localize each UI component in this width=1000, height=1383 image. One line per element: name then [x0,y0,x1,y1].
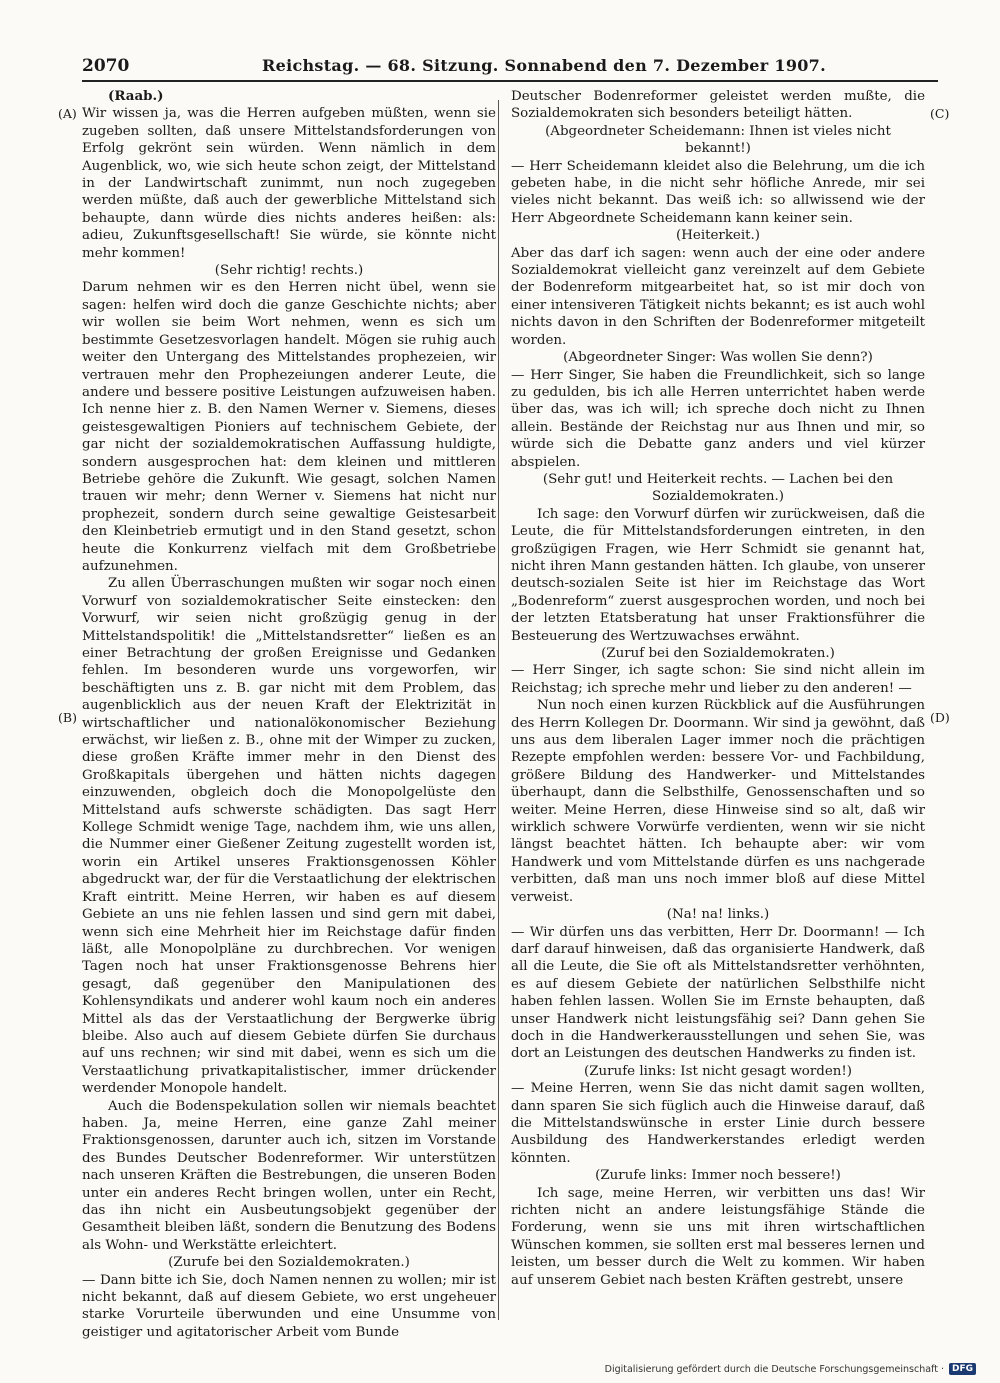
left-paragraph: Zu allen Überraschungen mußten wir sogar noch einen Vorwurf von sozialdemokratischer Seite einstecken: den Vorwurf, wir seien nicht großzügig genug in der Mittelstandspolitik! die „Mittelstandsretter“ ließen es an einer Betrachtung der großen Ereignisse und Gedanken fehlen. Im besonderen wurde uns vorgeworfen, wir beschäftigten uns z. B. gar nicht mit dem Problem, das augenblicklich aus der neuen Kraft der Elektrizität in wirtschaftlicher und nationalökonomischer Beziehung erwächst, wir ließen z. B., ohne mit der Wimper zu zucken, diese großen Kräfte immer mehr in den Dienst des Großkapitals übergehen und hätten nichts dagegen einzuwenden, obgleich doch die Monopolgelüste den Mittelstand aufs schwerste schädigten. Das sagt Herr Kollege Schmidt wenige Tage, nachdem ihm, wie uns allen, die Nummer einer Gießener Zeitung zugestellt worden ist, worin ein Artikel unseres Fraktionsgenossen Köhler abgedruckt war, der für die Verstaatlichung der elektrischen Kraft eintritt. Meine Herren, wir haben es auf diesem Gebiete an uns nie fehlen lassen und sind gern mit dabei, wenn sich eine Mehrheit hier im Reichstage dafür finden läßt, alle Monopolpläne zu durchbrechen. Vor wenigen Tagen noch hat unser Fraktionsgenosse Behrens hier gesagt, daß gegenüber den Manipulationen des Kohlensyndikats und anderer wohl kaum noch ein anderes Mittel als das der Verstaatlichung der Bergwerke übrig bleibe. Also auch auf diesem Gebiete dürfen Sie durchaus auf uns rechnen; wir sind mit dabei, wenn es sich um die Verstaatlichung privatkapitalistischer, immer drückender werdender Monopole handelt. [82,576,496,1097]
right-paragraph: — Herr Singer, Sie haben die Freundlichkeit, sich so lange zu gedulden, bis ich alle Herren unterrichtet haben werde über das, was ich will; ich spreche doch nicht zu Ihnen allein. Bestände der Reichstag nur aus Ihnen und mir, so würde sich die Debatte ganz anders und viel kürzer abspielen. [511,367,925,470]
right-interjection: (Sehr gut! und Heiterkeit rechts. — Lachen bei den Sozialdemokraten.) [542,471,894,505]
right-interjection: (Abgeordneter Singer: Was wollen Sie denn?) [563,350,873,366]
column-divider [498,100,499,1320]
left-paragraph: Wir wissen ja, was die Herren aufgeben müßten, wenn sie zugeben sollten, daß unsere Mittelstandsforderungen von Erfolg gekrönt sein würden. Wenn nämlich in dem Augenblick, wo, wie sich heute schon zeigt, der Mittelstand in der Landwirtschaft zunimmt, nun noch zugegeben werden müßte, daß auch der gewerbliche Mittelstand sich behaupte, dann würde dies nichts anderes heißen: als: adieu, Zukunftsgesellschaft! Sie würde, sie könnte nicht mehr kommen! [82,106,496,261]
left-column [82,88,496,1341]
right-interjection: (Na! na! links.) [666,907,770,923]
page-header [82,56,938,82]
margin-marker-d: (D) [930,710,950,725]
left-speaker: (Raab.) [108,88,164,104]
right-paragraph: Ich sage: den Vorwurf dürfen wir zurückweisen, daß die Leute, die für Mittelstandsforderungen eintreten, in den großzügigen Fragen, wie Herr Schmidt sie genannt hat, nicht ihren Mann gestanden hätten. Ich glaube, von unserer deutsch-sozialen Seite ist hier im Reichstage das Wort „Bodenreform“ zuerst ausgesprochen worden, und noch bei der letzten Etatsberatung hat unser Fraktionsführer die Besteuerung des Wertzuwachses erwähnt. [511,506,925,644]
right-paragraph: Aber das darf ich sagen: wenn auch der eine oder andere Sozialdemokrat vielleicht ganz vereinzelt auf dem Gebiete der Bodenreform mitgearbeitet hat, so ist mir doch von einer intensiveren Tätigkeit nichts bekannt; es ist auch wohl nichts davon in den Schriften der Bodenreformer mitgeteilt worden. [511,245,925,348]
right-interjection: (Zurufe links: Ist nicht gesagt worden!) [584,1063,852,1079]
page-number: 2070 [82,56,130,76]
footer [605,1363,976,1375]
left-paragraph: Auch die Bodenspekulation sollen wir niemals beachtet haben. Ja, meine Herren, eine ganze Zahl meiner Fraktionsgenossen, darunter auch ich, sitzen im Vorstande des Bundes Deutscher Bodenreformer. Wir unterstützen nach unseren Kräften die Bestrebungen, die unseren Boden unter ein anderes Recht bringen wollen, unter ein Recht, das ihn nicht ein Ausbeutungsobjekt gegenüber der Gesamtheit bleiben läßt, sondern die Benutzung des Bodens als Wohn- und Werkstätte erleichtert. [82,1098,496,1253]
right-interjection: (Zuruf bei den Sozialdemokraten.) [601,646,835,661]
right-paragraph: — Wir dürfen uns das verbitten, Herr Dr. Doormann! — Ich darf darauf hinweisen, daß das organisierte Handwerk, daß all die Leute, die Sie oft als Mittelstandsretter verhöhnten, es auf diesem Gebiete der natürlichen Selbsthilfe nicht haben fehlen lassen. Wollen Sie im Ernste behaupten, daß unser Handwerk nicht leistungsfähig sei? Dann gehen Sie doch in die Handwerkerausstellungen und sehen Sie, was dort an Leistungen des deutschen Handwerks zu finden ist. [511,924,925,1062]
right-paragraph: Ich sage, meine Herren, wir verbitten uns das! Wir richten nicht an andere leistungsfähige Stände die Forderung, wenn sie uns mit ihren wirtschaftlichen Wünschen kommen, sie sollten erst mal besseres lernen und leisten, um besser durch die Welt zu kommen. Wir haben auf unserem Gebiet nach besten Kräften gestrebt, unsere [511,1185,925,1288]
right-paragraph: — Herr Scheidemann kleidet also die Belehrung, um die ich gebeten habe, in die nicht sehr höfliche Anrede, mir sei vieles nicht bekannt. Das weiß ich: so allwissend wie der Herr Abgeordnete Scheidemann kann keiner sein. [511,158,925,226]
right-paragraph: — Herr Singer, ich sagte schon: Sie sind nicht allein im Reichstag; ich spreche mehr und lieber zu den anderen! — [511,663,925,696]
running-title: Reichstag. — 68. Sitzung. Sonnabend den 7. Dezember 1907. [262,56,826,75]
right-paragraph: Deutscher Bodenreformer geleistet werden mußte, die Sozialdemokraten sich besonders beteiligt hätten. [511,89,925,122]
left-interjection: (Zurufe bei den Sozialdemokraten.) [168,1255,410,1271]
right-column [511,88,925,1289]
right-interjection: (Heiterkeit.) [676,228,760,244]
margin-marker-b: (B) [58,710,77,725]
right-paragraph: Nun noch einen kurzen Rückblick auf die Ausführungen des Herrn Kollegen Dr. Doormann. Wir sind ja gewöhnt, daß uns aus dem liberalen Lager immer noch die prächtigen Rezepte empfohlen werden: bessere Vor- und Fachbildung, größere Bildung des Handwerker- und Mittelstandes überhaupt, dann die Selbsthilfe, Genossenschaften und so weiter. Meine Herren, diese Hinweise sind so alt, daß wir wirklich schwere Vorwürfe verdienten, wenn wir sie nicht längst beachtet hätten. Ich behaupte aber: wir vom Handwerk und vom Mittelstande dürfen es uns nachgerade verbitten, daß man uns noch immer bloß auf diese Mittel verweist. [511,698,925,905]
header-rule [82,80,938,82]
right-interjection: (Zurufe links: Immer noch bessere!) [595,1168,841,1184]
footer-credit: Digitalisierung gefördert durch die Deutsche Forschungsgemeinschaft · [604,1363,944,1375]
dfg-logo: DFG [949,1363,976,1375]
margin-marker-a: (A) [58,106,77,121]
right-interjection: (Abgeordneter Scheidemann: Ihnen ist vieles nicht bekannt!) [545,123,891,157]
left-paragraph: Darum nehmen wir es den Herren nicht übel, wenn sie sagen: helfen wird doch die ganze Geschichte nichts; aber wir wollen sie beim Wort nehmen, wenn es sich um bestimmte Gesetzesvorlagen handelt. Mögen sie ruhig auch weiter den Untergang des Mittelstandes prophezeien, wir vertrauen mehr den Prophezeiungen anderer Leute, die andere und bessere positive Leistungen aufzuweisen haben. Ich nenne hier z. B. den Namen Werner v. Siemens, dieses geistesgewaltigen Pioniers auf technischem Gebiete, der gar nicht der sozialdemokratischen Auffassung huldigte, sondern ausgesprochen hat: dem kleinen und mittleren Betriebe gehöre die Zukunft. Wie gesagt, solchen Namen trauen wir mehr; denn Werner v. Siemens hat nicht nur prophezeit, sondern durch seine gewaltige Geistesarbeit den Kleinbetrieb ermutigt und in den Stand gesetzt, schon heute die Konkurrenz vielfach mit dem Großbetriebe aufzunehmen. [82,280,496,574]
right-paragraph: — Meine Herren, wenn Sie das nicht damit sagen wollten, dann sparen Sie sich füglich auch die Hinweise darauf, daß die Mittelstandswünsche in erster Linie durch bessere Ausbildung des Handwerkerstandes erledigt werden könnten. [511,1081,925,1166]
left-interjection: (Sehr richtig! rechts.) [214,263,364,279]
left-paragraph: — Dann bitte ich Sie, doch Namen nennen zu wollen; mir ist nicht bekannt, daß auf diesem Gebiete, wo erst ungeheuer starke Vorurteile überwunden und eine Unsumme von geistiger und agitatorischer Arbeit vom Bunde [82,1272,496,1340]
margin-marker-c: (C) [930,106,950,121]
